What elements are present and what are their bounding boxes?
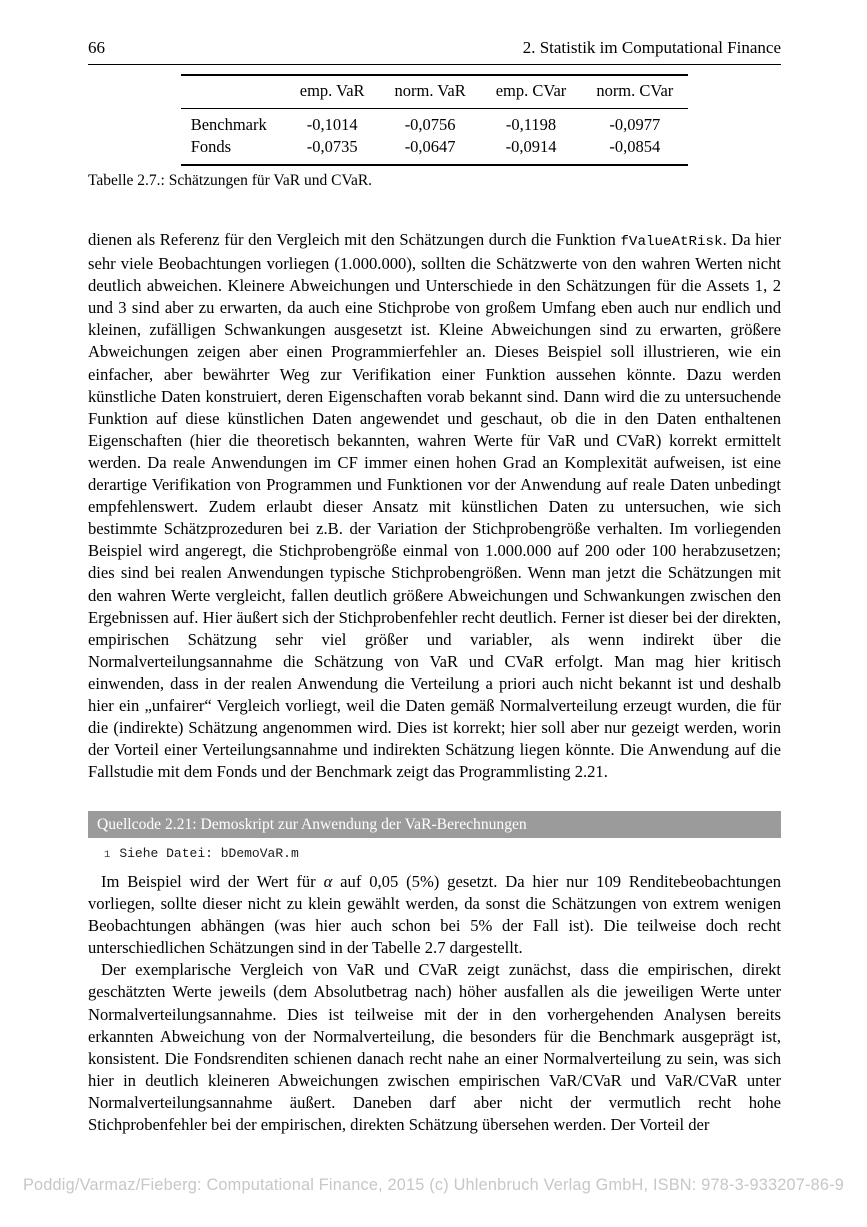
page-number: 66 xyxy=(88,38,105,57)
table-caption: Tabelle 2.7.: Schätzungen für VaR und CVaR. xyxy=(88,172,373,189)
listing-title-bar: Quellcode 2.21: Demoskript zur Anwendung der VaR-Berechnungen xyxy=(88,811,781,838)
cell-value: -0,0647 xyxy=(404,137,456,156)
paragraph-2-pre: Im Beispiel wird der Wert für xyxy=(101,872,324,891)
column-header-norm-var: norm. VaR xyxy=(394,81,466,100)
alpha-symbol: α xyxy=(323,872,333,891)
estimates-table xyxy=(181,74,689,166)
cell-value: -0,1014 xyxy=(306,115,358,134)
paragraph-2-post: auf 0,05 (5%) gesetzt. Da hier nur 109 Renditebeobachtungen vorliegen, sollte dieser nicht zu klein gewählt werden, da sonst die Schätzungen von extrem wenigen Beobachtungen abhängen (was hier auch schon bei 5% der Fall ist). Die teilweise doch recht unterschiedlichen Schätzungen sind in der Tabelle 2.7 dargestellt. xyxy=(88,872,781,958)
cell-value: -0,0854 xyxy=(609,137,661,156)
paragraphs-2-3 xyxy=(88,871,781,1136)
paragraph-1-pre: dienen als Referenz für den Vergleich mit den Schätzungen durch die Funktion xyxy=(88,230,621,249)
copyright-footer: Poddig/Varmaz/Fieberg: Computational Finance, 2015 (c) Uhlenbruch Verlag GmbH, ISBN: 978-3-933207-86-9 xyxy=(22,1176,845,1194)
cell-value: -0,1198 xyxy=(505,115,557,134)
cell-value: -0,0914 xyxy=(505,137,557,156)
column-header-emp-var: emp. VaR xyxy=(299,81,365,100)
paragraph-1-post: . Da hier sehr viele Beobachtungen vorliegen (1.000.000), sollten die Schätzwerte von den wahren Werten nicht deutlich abweichen. Kleinere Abweichungen und Unterschiede in den Schätzungen für die Assets 1, 2 und 3 sind aber zu erwarten, da auch eine Stichprobe von großem Umfang eben auch nur endlich und kleinen, zufälligen Schwankungen ausgesetzt ist. Kleine Abweichungen sind zu erwarten, größere Abweichungen zeigen aber einen Programmierfehler an. Dieses Beispiel soll illustrieren, wie ein einfacher, aber bewährter Weg zur Verifikation einer Funktion aussehen könnte. Dazu werden künstliche Daten konstruiert, deren Eigenschaften vorab bekannt sind. Dann wird die zu untersuchende Funktion auf diese künstlichen Daten angewendet und geschaut, ob die in den Daten enthaltenen Eigenschaften (hier die theoretisch bekannten, wahren Werte für VaR und CVaR) korrekt ermittelt werden. Da reale Anwendungen im CF immer einen hohen Grad an Komplexität aufweisen, ist eine derartige Verifikation von Programmen und Funktionen vor der Anwendung auf reale Daten unbedingt empfehlenswert. Zudem erlaubt dieser Ansatz mit künstlichen Daten zu untersuchen, wie sich bestimmte Schätzprozeduren bei z.B. der Variation der Stichprobengröße verhalten. Im vorliegenden Beispiel wird angeregt, die Stichprobengröße einmal von 1.000.000 auf 200 oder 100 herabzusetzen; dies sind bei realen Anwendungen typische Stichprobengrößen. Wenn man jetzt die Schätzungen mit den wahren Werte vergleicht, fallen deutlich größere Abweichungen und Schwankungen zwischen den Ergebnissen auf. Hier äußert sich der Stichprobenfehler recht deutlich. Ferner ist dieser bei der direkten, empirischen Schätzung sehr viel größer und variabler, als wenn indirekt über die Normalverteilungsannahme die Schätzung von VaR und CVaR erfolgt. Man mag hier kritisch einwenden, dass in der realen Anwendung die Verteilung a priori auch nicht bekannt ist und deshalb hier ein „unfairer“ Vergleich vorliegt, weil die Daten gemäß Normalverteilung erzeugt wurden, die für die (indirekte) Schätzung angenommen wird. Dies ist korrekt; hier soll aber nur gezeigt werden, worin der Vorteil einer Verteilungsannahme und indirekten Schätzung liegen könnte. Die Anwendung auf die Fallstudie mit dem Fonds und der Benchmark zeigt das Programmlisting 2.21. xyxy=(88,230,782,782)
paragraph-1-text xyxy=(88,229,781,783)
cell-value: -0,0977 xyxy=(609,115,661,134)
estimates-table-wrap xyxy=(88,74,781,166)
table-row-benchmark xyxy=(181,109,689,137)
paragraph-2 xyxy=(88,871,781,959)
running-title: 2. Statistik im Computational Finance xyxy=(522,38,781,57)
paragraph-3: Der exemplarische Vergleich von VaR und CVaR zeigt zunächst, dass die empirischen, direkt geschätzten Werte jeweils (dem Absolutbetrag nach) höher ausfallen als die jeweiligen Werte unter Normalverteilungsannahme. Dies ist teilweise mit der in den vorhergehenden Analysen bereits erkannten Abweichung von der Normalverteilung, die besonders für die Benchmark ausgeprägt ist, konsistent. Die Fondsrenditen schienen danach recht nahe an einer Normalverteilung zu sein, was sich hier in deutlich kleineren Abweichungen zwischen empirischen VaR/CVaR und VaR/CVaR unter Normalverteilungsannahme äußert. Daneben darf aber nicht der vermutlich recht hohe Stichprobenfehler bei der empirischen, direkten Schätzung übersehen werden. Der Vorteil der xyxy=(88,960,781,1135)
table-header-row xyxy=(181,75,689,109)
listing-code-line xyxy=(104,846,299,861)
paragraph-1 xyxy=(88,229,781,783)
running-header xyxy=(88,38,781,65)
table-body xyxy=(181,109,689,166)
listing-code-text: Siehe Datei: bDemoVaR.m xyxy=(119,846,299,861)
cell-value: -0,0735 xyxy=(306,137,358,156)
table-header xyxy=(181,75,689,109)
table-row-fonds xyxy=(181,136,689,165)
column-header-norm-cvar: norm. CVar xyxy=(596,81,674,100)
row-label: Fonds xyxy=(190,137,232,156)
cell-value: -0,0756 xyxy=(404,115,456,134)
row-label: Benchmark xyxy=(190,115,267,134)
listing-line-number: 1 xyxy=(104,849,111,861)
inline-code-fvalueatrisk: fValueAtRisk xyxy=(620,234,723,250)
column-header-emp-cvar: emp. CVar xyxy=(495,81,567,100)
column-header-empty xyxy=(181,75,285,109)
